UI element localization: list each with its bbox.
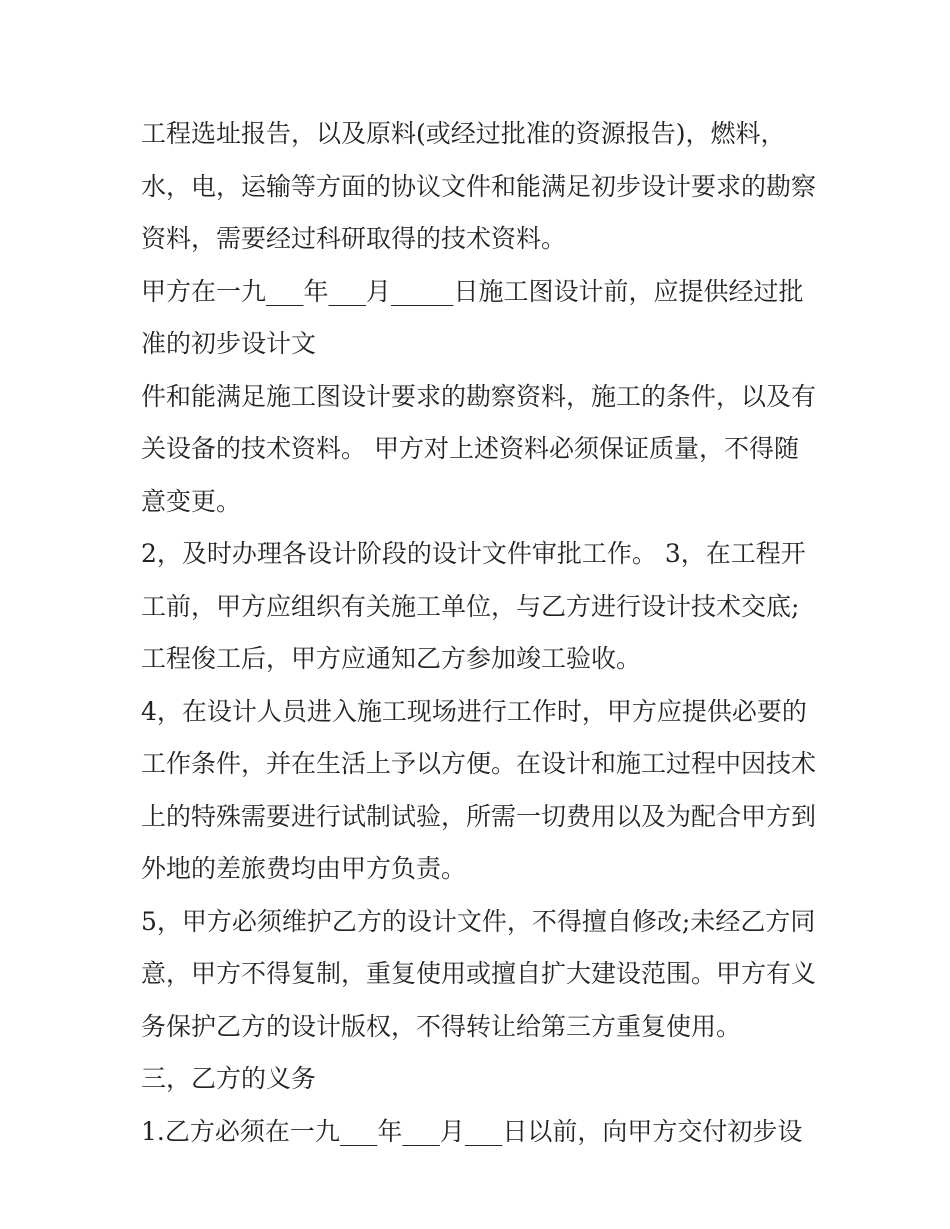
text-line-4: 甲方在一九___年___月_____日施工图设计前，应提供经过批 [141,276,804,306]
text-line-13: 工作条件，并在生活上予以方便。在设计和施工过程中因技术 [141,749,817,778]
text-line-6: 件和能满足施工图设计要求的勘察资料，施工的条件，以及有 [141,381,817,411]
text-line-8: 意变更。 [141,486,242,516]
text-line-7: 关设备的技术资料。 甲方对上述资料必须保证质量，不得随 [141,434,799,463]
document-body [141,108,821,1158]
section-heading: 三，乙方的义务 [141,1064,317,1093]
text-line-11: 工程俊工后，甲方应通知乙方参加竣工验收。 [141,644,642,673]
text-line-18: 务保护乙方的设计版权，不得转让给第三方重复使用。 [141,1011,742,1041]
text-line-14: 上的特殊需要进行试制试验，所需一切费用以及为配合甲方到 [141,801,817,831]
text-line-1: 工程选址报告，以及原料(或经过批准的资源报告)，燃料， [141,119,786,148]
text-line-16: 5，甲方必须维护乙方的设计文件，不得擅自修改;未经乙方同 [141,906,816,936]
text-line-12: 4，在设计人员进入施工现场进行工作时，甲方应提供必要的 [141,696,807,726]
text-line-20: 1.乙方必须在一九___年___月___日以前，向甲方交付初步设 [141,1116,803,1146]
text-line-15: 外地的差旅费均由甲方负责。 [141,854,467,883]
text-line-17: 意，甲方不得复制，重复使用或擅自扩大建设范围。甲方有义 [141,959,817,988]
text-line-10: 工前，甲方应组织有关施工单位，与乙方进行设计技术交底; [141,591,800,621]
text-line-2: 水，电，运输等方面的协议文件和能满足初步设计要求的勘察 [141,171,817,201]
text-line-5: 准的初步设计文 [141,329,317,358]
text-line-9: 2，及时办理各设计阶段的设计文件审批工作。 3，在工程开 [141,539,806,568]
text-line-3: 资料，需要经过科研取得的技术资料。 [141,224,567,253]
